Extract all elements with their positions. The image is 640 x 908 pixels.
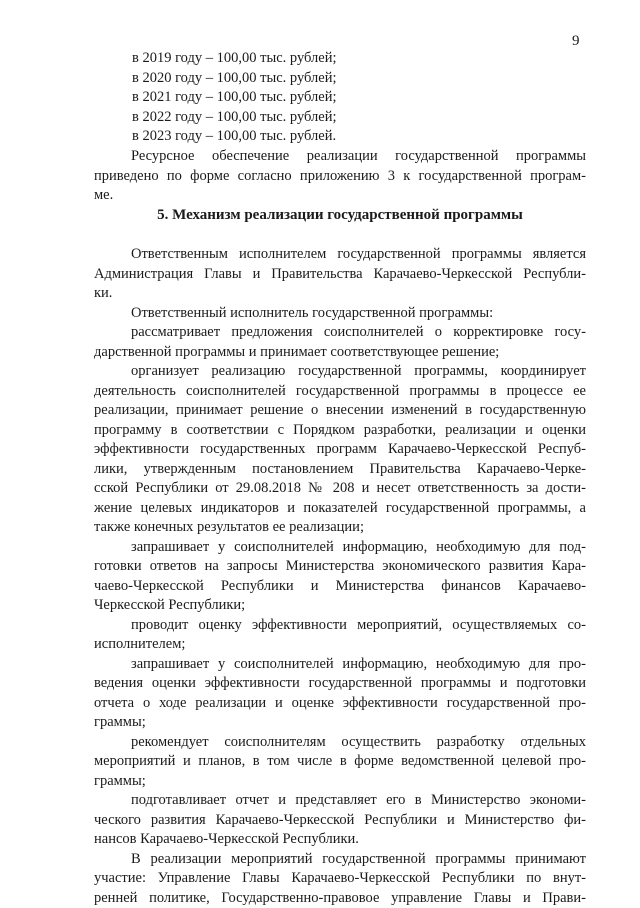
text-line: лики, утвержденным постановлением Правительства Карачаево-Черке-: [94, 460, 586, 480]
text-line: нансов Карачаево-Черкесской Республики.: [94, 830, 586, 850]
text-line: чаево-Черкесской Республики и Министерства финансов Карачаево-: [94, 577, 586, 597]
text-line: Ресурсное обеспечение реализации государственной программы: [94, 147, 586, 167]
text-line: рекомендует соисполнителям осуществить разработку отдельных: [94, 733, 586, 753]
resource-paragraph: [94, 147, 586, 206]
text-line: исполнителем;: [94, 635, 586, 655]
text-line: мероприятий и планов, в том числе в форме ведомственной целевой про-: [94, 752, 586, 772]
budget-line: в 2023 году – 100,00 тыс. рублей.: [132, 127, 337, 147]
budget-line: в 2020 году – 100,00 тыс. рублей;: [132, 69, 337, 89]
text-line: участие: Управление Главы Карачаево-Черкесской Республики по внут-: [94, 869, 586, 889]
text-line: Ответственным исполнителем государственной программы является: [94, 245, 586, 265]
page-number: 9: [572, 33, 580, 50]
text-line: реализации, принимает решение о внесении изменений в государственную: [94, 401, 586, 421]
budget-line: в 2021 году – 100,00 тыс. рублей;: [132, 88, 337, 108]
text-line: граммы;: [94, 772, 586, 792]
text-line: В реализации мероприятий государственной программы принимают: [94, 850, 586, 870]
text-line: также конечных результатов ее реализации;: [94, 518, 586, 538]
text-line: дарственной программы и принимает соответствующее решение;: [94, 343, 586, 363]
budget-line: в 2022 году – 100,00 тыс. рублей;: [132, 108, 337, 128]
text-line: ме.: [94, 186, 586, 206]
text-line: Ответственный исполнитель государственной программы:: [94, 304, 586, 324]
text-line: Черкесской Республики;: [94, 596, 586, 616]
budget-line: в 2019 году – 100,00 тыс. рублей;: [132, 49, 337, 69]
budget-list: [132, 49, 337, 147]
text-line: сской Республики от 29.08.2018 № 208 и несет ответственность за дости-: [94, 479, 586, 499]
text-line: ки.: [94, 284, 586, 304]
text-line: запрашивает у соисполнителей информацию, необходимую для под-: [94, 538, 586, 558]
text-line: эффективности государственных программ Карачаево-Черкесской Респуб-: [94, 440, 586, 460]
text-line: рассматривает предложения соисполнителей о корректировке госу-: [94, 323, 586, 343]
text-line: запрашивает у соисполнителей информацию, необходимую для про-: [94, 655, 586, 675]
text-line: проводит оценку эффективности мероприятий, осуществляемых со-: [94, 616, 586, 636]
text-line: жение целевых индикаторов и показателей государственной программы, а: [94, 499, 586, 519]
text-line: граммы;: [94, 713, 586, 733]
text-line: подготавливает отчет и представляет его в Министерство экономи-: [94, 791, 586, 811]
text-line: ведения оценки эффективности государственной программы и подготовки: [94, 674, 586, 694]
text-line: отчета о ходе реализации и оценке эффективности государственной про-: [94, 694, 586, 714]
text-line: готовки ответов на запросы Министерства экономического развития Кара-: [94, 557, 586, 577]
text-line: деятельность соисполнителей государственной программы в процессе ее: [94, 382, 586, 402]
text-line: программу в соответствии с Порядком разработки, реализации и оценки: [94, 421, 586, 441]
text-line: приведено по форме согласно приложению 3 к государственной програм-: [94, 167, 586, 187]
text-line: ренней политике, Государственно-правовое управление Главы и Прави-: [94, 889, 586, 908]
text-line: Администрация Главы и Правительства Карачаево-Черкесской Республи-: [94, 265, 586, 285]
body-text: [94, 245, 586, 908]
text-line: организует реализацию государственной программы, координирует: [94, 362, 586, 382]
text-line: ческого развития Карачаево-Черкесской Республики и Министерство фи-: [94, 811, 586, 831]
section-title: 5. Механизм реализации государственной программы: [94, 207, 586, 224]
